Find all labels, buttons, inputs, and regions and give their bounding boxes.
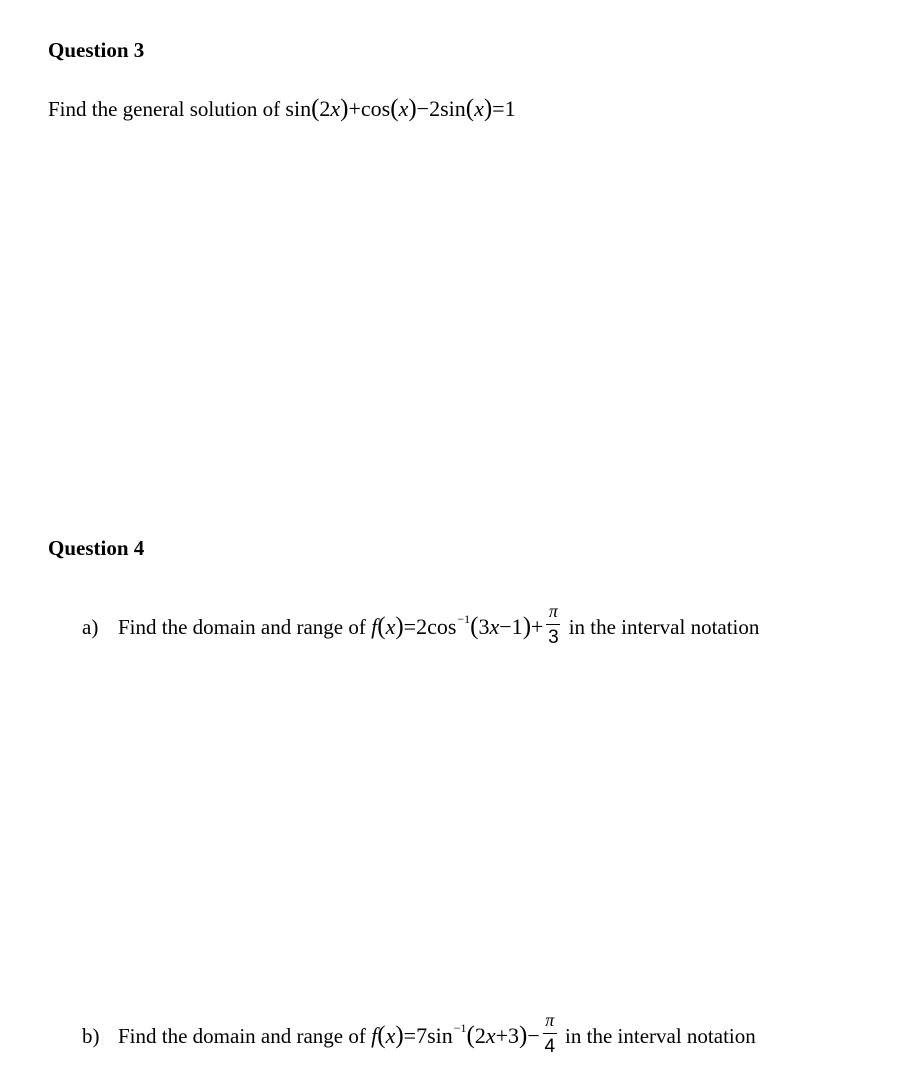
question-4b-text [82, 1010, 756, 1063]
part-b-fraction-numerator: π [545, 1010, 555, 1030]
part-b-function: $f(x)=7\sin^{-1}(2x+3)-$ $\frac{\pi}{4}$ [371, 1010, 556, 1057]
part-a-fraction [546, 600, 560, 650]
part-b-suffix: in the interval notation [565, 1024, 756, 1049]
question-3-text [48, 96, 516, 121]
question-4a-text [82, 601, 760, 654]
part-a-prompt: Find the domain and range of [118, 615, 366, 640]
part-a-label: a) [82, 615, 99, 640]
part-b-label: b) [82, 1024, 100, 1049]
part-a-suffix: in the interval notation [568, 615, 760, 640]
part-b-prompt: Find the domain and range of [118, 1024, 366, 1049]
question-3-equation: sin(2x)+cos(x)−2sin(x)=1 [285, 95, 516, 122]
part-a-fraction-denominator: 3 [548, 627, 559, 648]
question-3-prompt: Find the general solution of [48, 97, 281, 121]
question-4-heading: Question 4 [48, 536, 145, 560]
part-b-fraction-denominator: 4 [544, 1036, 556, 1057]
part-a-fraction-numerator: π [548, 601, 558, 621]
part-a-function: $f(x)=2\cos^{-1}(3x-1)+$ $\frac{\pi}{3}$ [371, 601, 559, 648]
part-b-fraction [543, 1009, 557, 1059]
question-3-heading: Question 3 [48, 38, 145, 62]
